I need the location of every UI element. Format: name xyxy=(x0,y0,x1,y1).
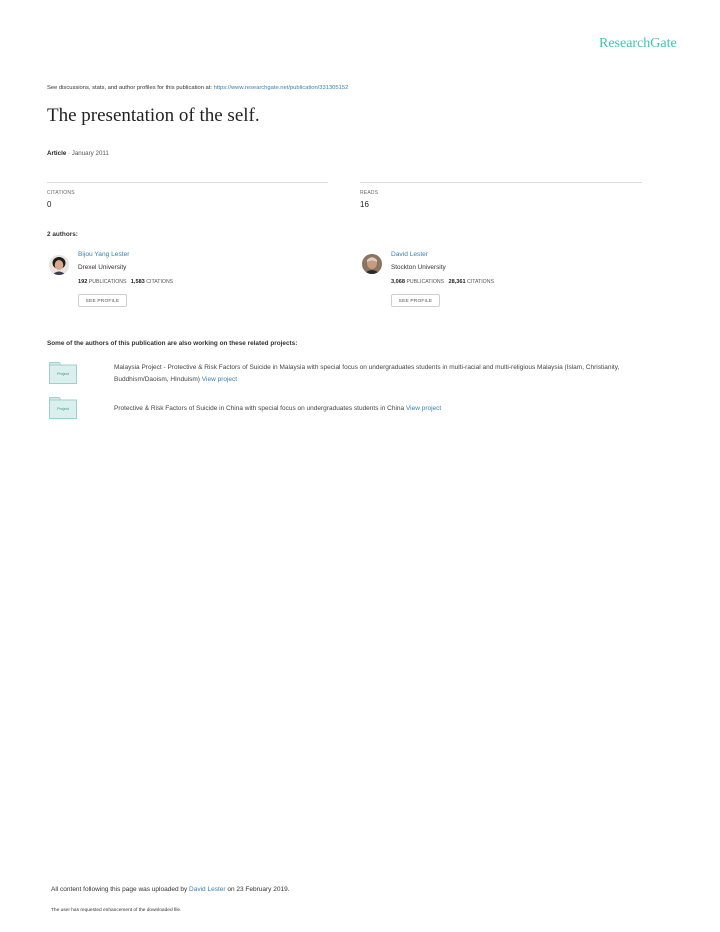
meta-separator: · xyxy=(66,150,72,157)
reads-divider xyxy=(360,182,642,183)
authors-heading: 2 authors: xyxy=(47,231,78,238)
upload-prefix: All content following this page was uploaded by xyxy=(51,886,190,893)
author-avatar[interactable] xyxy=(362,254,382,274)
project-text: Protective & Risk Factors of Suicide in China with special focus on undergraduates students in China xyxy=(114,405,405,412)
publications-label: PUBLICATIONS xyxy=(88,279,127,285)
author-avatar[interactable] xyxy=(49,255,69,275)
reads-value: 16 xyxy=(360,200,369,209)
project-folder-label: Project xyxy=(57,372,69,376)
author-name-link[interactable]: David Lester xyxy=(391,251,429,258)
project-description xyxy=(114,362,654,386)
author-stats xyxy=(391,279,494,285)
citations-count: 1,583 xyxy=(130,279,145,285)
project-folder-icon[interactable] xyxy=(49,397,77,417)
see-discussions-line xyxy=(47,85,348,91)
enhancement-note: The user has requested enhancement of the downloaded file. xyxy=(51,908,182,913)
person-photo-icon xyxy=(49,255,69,275)
related-projects-heading: Some of the authors of this publication are also working on these related projects: xyxy=(47,340,298,347)
reads-label: READS xyxy=(360,190,379,196)
citations-count: 28,361 xyxy=(448,279,466,285)
publication-url-link[interactable]: https://www.researchgate.net/publication/331305152 xyxy=(213,85,349,91)
view-project-link[interactable]: View project xyxy=(201,376,238,383)
project-folder-icon[interactable] xyxy=(49,362,77,382)
citations-value: 0 xyxy=(47,200,52,209)
publication-date: January 2011 xyxy=(71,150,109,157)
publication-title: The presentation of the self. xyxy=(47,105,260,126)
author-institution: Drexel University xyxy=(78,264,127,271)
see-profile-button[interactable]: SEE PROFILE xyxy=(78,294,127,307)
person-photo-icon xyxy=(362,254,382,274)
upload-notice xyxy=(51,886,290,893)
project-folder-label: Project xyxy=(57,407,69,411)
citations-label: CITATIONS xyxy=(467,279,494,285)
uploader-link[interactable]: David Lester xyxy=(189,886,226,893)
publications-count: 192 xyxy=(78,279,88,285)
see-discussions-text: See discussions, stats, and author profiles for this publication at: xyxy=(47,85,214,91)
publication-meta xyxy=(47,150,109,157)
project-description xyxy=(114,403,654,415)
upload-suffix: on 23 February 2019. xyxy=(225,886,290,893)
author-institution: Stockton University xyxy=(391,264,446,271)
publications-count: 3,068 xyxy=(391,279,405,285)
see-profile-button[interactable]: SEE PROFILE xyxy=(391,294,440,307)
citations-label: CITATIONS xyxy=(47,190,75,196)
view-project-link[interactable]: View project xyxy=(405,405,442,412)
citations-label: CITATIONS xyxy=(146,279,174,285)
author-name-link[interactable]: Bijou Yang Lester xyxy=(78,251,130,258)
project-text: Malaysia Project - Protective & Risk Factors of Suicide in Malaysia with special focus on undergraduates students in multi-racial and multi-religious Malaysia (Islam, Christianity, Buddhism/Daoism, HInduism) xyxy=(114,364,620,383)
publications-label: PUBLICATIONS xyxy=(406,279,445,285)
publication-type: Article xyxy=(47,150,67,157)
researchgate-logo[interactable]: ResearchGate xyxy=(599,36,677,51)
author-stats xyxy=(78,279,173,285)
citations-divider xyxy=(47,182,328,183)
